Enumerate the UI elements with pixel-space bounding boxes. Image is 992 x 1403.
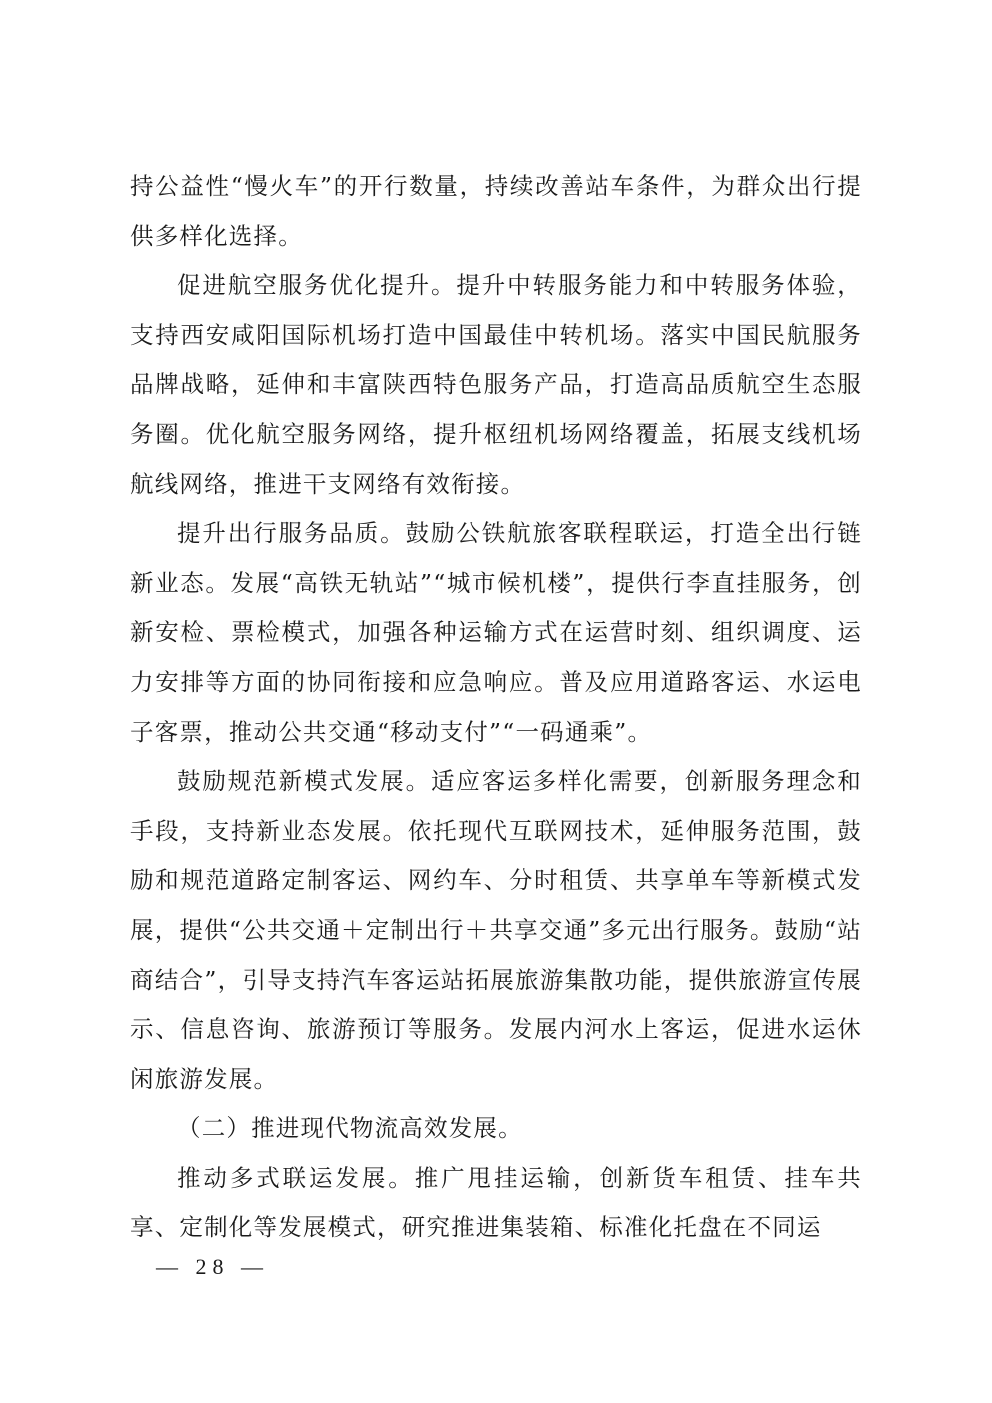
paragraph-aviation: 促进航空服务优化提升。提升中转服务能力和中转服务体验，支持西安咸阳国际机场打造中国最佳中转机场。落实中国民航服务品牌战略，延伸和丰富陕西特色服务产品，打造高品质航空生态服务圈。优化航空服务网络，提升枢纽机场网络覆盖，拓展支线机场航线网络，推进干支网络有效衔接。 <box>130 271 862 498</box>
page-number: — 28 — <box>156 1254 269 1279</box>
section-heading-logistics: （二）推进现代物流高效发展。 <box>177 1114 523 1143</box>
paragraph-new-models: 鼓励规范新模式发展。适应客运多样化需要，创新服务理念和手段，支持新业态发展。依托现代互联网技术，延伸服务范围，鼓励和规范道路定制客运、网约车、分时租赁、共享单车等新模式发展，提供“公共交通＋定制出行＋共享交通”多元出行服务。鼓励“站商结合”，引导支持汽车客运站拓展旅游集散功能，提供旅游宣传展示、信息咨询、旅游预订等服务。发展内河水上客运，促进水运休闲旅游发展。 <box>130 767 862 1093</box>
paragraph-travel-service: 提升出行服务品质。鼓励公铁航旅客联程联运，打造全出行链新业态。发展“高铁无轨站”“城市候机楼”，提供行李直挂服务，创新安检、票检模式，加强各种运输方式在运营时刻、组织调度、运力安排等方面的协同衔接和应急响应。普及应用道路客运、水运电子客票，推动公共交通“移动支付”“一码通乘”。 <box>130 519 862 746</box>
document-body <box>130 162 862 1253</box>
paragraph-continuation: 持公益性“慢火车”的开行数量，持续改善站车条件，为群众出行提供多样化选择。 <box>130 172 862 250</box>
paragraph-multimodal: 推动多式联运发展。推广甩挂运输，创新货车租赁、挂车共享、定制化等发展模式，研究推进集装箱、标准化托盘在不同运 <box>130 1163 862 1242</box>
